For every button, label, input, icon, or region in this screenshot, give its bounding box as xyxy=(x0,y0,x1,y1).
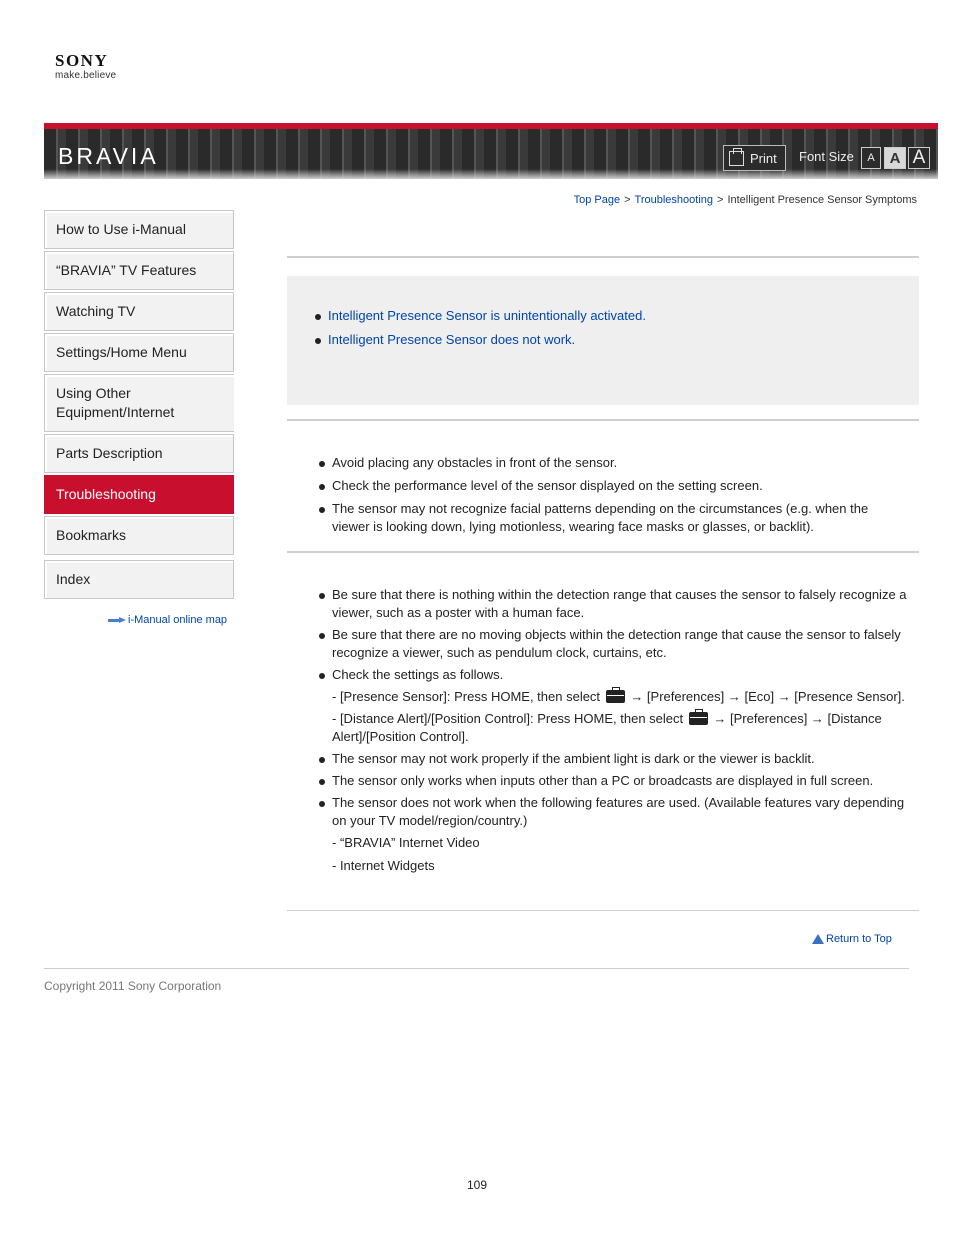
divider xyxy=(287,419,919,421)
sub-item-text: - [Distance Alert]/[Position Control]: Press HOME, then select xyxy=(332,711,684,726)
sub-item-text: - [Presence Sensor]: Press HOME, then select xyxy=(332,689,601,704)
list-item xyxy=(315,307,905,325)
online-map-label: i-Manual online map xyxy=(128,614,228,626)
list-item: Be sure that there is nothing within the detection range that causes the sensor to falsely recognize a viewer, such as a poster with a human face. xyxy=(319,586,909,622)
sony-logo xyxy=(55,52,116,81)
font-size-small-button[interactable]: A xyxy=(861,147,881,169)
breadcrumb-troubleshooting[interactable]: Troubleshooting xyxy=(634,194,714,206)
breadcrumb-top-page[interactable]: Top Page xyxy=(573,194,621,206)
symptom-link-unintentional[interactable]: Intelligent Presence Sensor is unintentionally activated. xyxy=(328,308,646,323)
font-size-large-button[interactable]: A xyxy=(908,147,930,169)
online-map-link[interactable] xyxy=(108,614,227,626)
sony-tagline: make.believe xyxy=(55,70,117,81)
sub-item-text: → [Preferences] → [Distance Alert]/[Position Control]. xyxy=(332,711,882,744)
divider xyxy=(287,910,919,911)
sidebar-item-troubleshooting[interactable]: Troubleshooting xyxy=(44,475,234,514)
symptom-link-not-work[interactable]: Intelligent Presence Sensor does not work. xyxy=(328,332,576,347)
divider xyxy=(287,551,919,553)
symptom-links-box xyxy=(287,276,919,405)
sidebar-item-parts-description[interactable]: Parts Description xyxy=(44,434,234,473)
sidebar-item-tv-features[interactable]: “BRAVIA” TV Features xyxy=(44,251,234,290)
list-item: Avoid placing any obstacles in front of the sensor. xyxy=(319,454,909,472)
list-item-text: Check the settings as follows. xyxy=(332,667,504,682)
breadcrumb-separator: > xyxy=(624,194,631,206)
banner-shade xyxy=(44,169,938,179)
breadcrumb xyxy=(574,194,917,206)
sony-wordmark: SONY xyxy=(55,51,109,70)
print-icon xyxy=(729,151,744,166)
divider xyxy=(287,256,919,258)
list-item-text: The sensor does not work when the following features are used. (Available features vary depending on your TV model/region/country.) xyxy=(332,795,905,828)
font-size-label: Font Size xyxy=(799,149,854,164)
sub-item: - “BRAVIA” Internet Video xyxy=(332,835,480,850)
breadcrumb-current: Intelligent Presence Sensor Symptoms xyxy=(727,194,917,206)
list-item: The sensor may not work properly if the ambient light is dark or the viewer is backlit. xyxy=(319,750,909,768)
sidebar-nav xyxy=(44,210,234,557)
sidebar-item-watching-tv[interactable]: Watching TV xyxy=(44,292,234,331)
list-item: The sensor only works when inputs other than a PC or broadcasts are displayed in full screen. xyxy=(319,772,909,790)
toolbox-icon xyxy=(606,690,625,703)
arrow-right-icon xyxy=(108,617,126,624)
list-item xyxy=(315,331,905,349)
sidebar-item-settings-home[interactable]: Settings/Home Menu xyxy=(44,333,234,372)
sidebar-item-how-to-use[interactable]: How to Use i-Manual xyxy=(44,210,234,249)
bravia-banner xyxy=(44,123,938,179)
triangle-up-icon xyxy=(812,934,824,944)
breadcrumb-separator: > xyxy=(717,194,724,206)
sub-item: - Internet Widgets xyxy=(332,858,435,873)
symptom-links-list xyxy=(315,307,905,349)
section2-list xyxy=(319,586,909,875)
copyright: Copyright 2011 Sony Corporation xyxy=(44,979,222,993)
font-size-medium-button[interactable]: A xyxy=(884,147,906,169)
sidebar-item-index[interactable]: Index xyxy=(44,560,234,599)
bravia-logo: BRAVIA xyxy=(58,143,159,169)
list-item: Check the performance level of the sensor displayed on the setting screen. xyxy=(319,477,909,495)
sub-item xyxy=(332,710,909,746)
toolbox-icon xyxy=(689,712,708,725)
sidebar-item-bookmarks[interactable]: Bookmarks xyxy=(44,516,234,555)
index-nav xyxy=(44,560,234,601)
return-to-top-label: Return to Top xyxy=(826,933,892,945)
sidebar-item-other-equipment[interactable]: Using Other Equipment/Internet xyxy=(44,374,234,432)
section1-list xyxy=(319,454,909,536)
page-number: 109 xyxy=(466,1178,488,1192)
print-label: Print xyxy=(750,150,777,166)
list-item: Be sure that there are no moving objects within the detection range that cause the sensor to falsely recognize a viewer, such as pendulum clock, curtains, etc. xyxy=(319,626,909,662)
list-item xyxy=(319,794,909,875)
footer-divider xyxy=(44,968,909,969)
return-to-top-link[interactable] xyxy=(812,933,892,945)
sub-item xyxy=(332,688,909,706)
list-item xyxy=(319,666,909,746)
sub-item-text: → [Preferences] → [Eco] → [Presence Sensor]. xyxy=(630,689,905,704)
print-button[interactable] xyxy=(723,145,786,171)
list-item: The sensor may not recognize facial patterns depending on the circumstances (e.g. when the viewer is looking down, lying motionless, wearing face masks or glasses, or backlit). xyxy=(319,500,909,536)
